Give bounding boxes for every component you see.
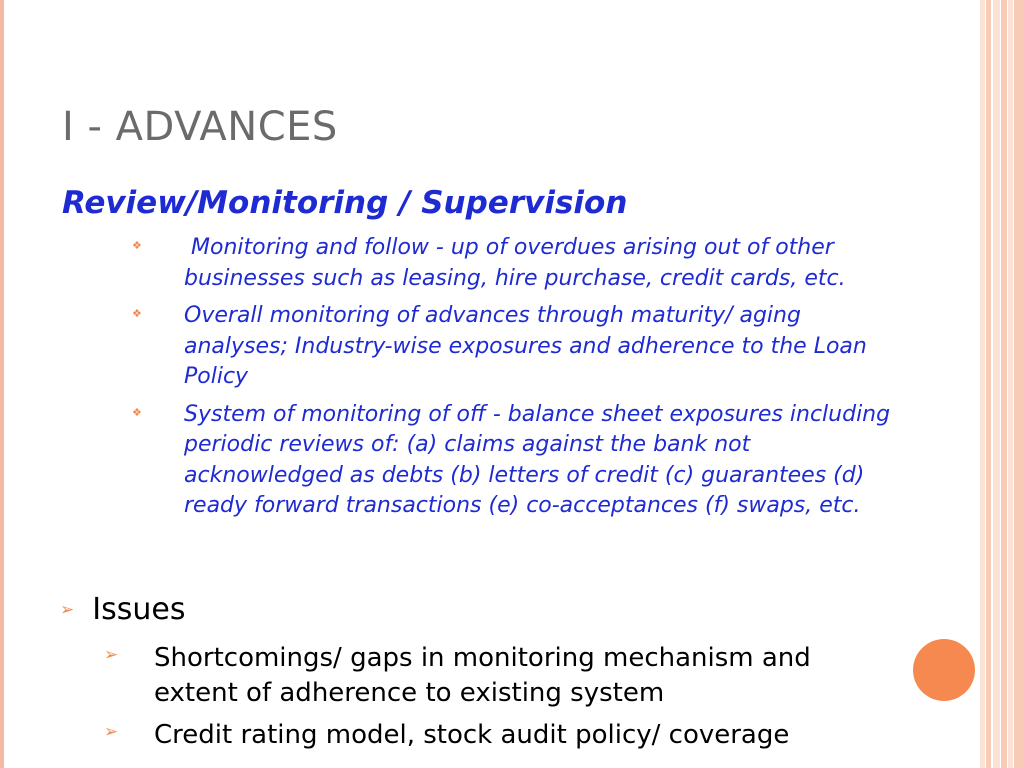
diamond-bullet-icon: ❖ [132, 405, 142, 419]
right-stripe-decoration [993, 0, 1000, 768]
slide-title: I - ADVANCES [62, 104, 338, 150]
list-item-text: Overall monitoring of advances through maturity/ aging analyses; Industry-wise exposures and adherence to the Loan Policy [184, 303, 867, 389]
right-stripe-decoration [980, 0, 985, 768]
list-item-text: Credit rating model, stock audit policy/ coverage [154, 720, 790, 750]
right-stripe-decoration [1001, 0, 1007, 768]
list-item [132, 400, 892, 522]
list-item-text: Monitoring and follow - up of overdues arising out of other businesses such as leasing, hire purchase, credit cards, etc. [184, 235, 846, 291]
issues-heading [60, 592, 185, 627]
orange-circle-decoration [913, 639, 975, 701]
section-subtitle: Review/Monitoring / Supervision [62, 185, 628, 221]
diamond-bullet-icon: ❖ [132, 307, 142, 320]
list-item-text: System of monitoring of off - balance sheet exposures including periodic reviews of: (a) claims against the bank not acknowledged as debts (b) letters of credit (c) guarantees (d) ready forward transactions (e) co-acceptances (f) swaps, etc. [184, 401, 891, 518]
list-item [132, 233, 892, 294]
left-border-decoration [0, 0, 4, 768]
arrow-bullet-icon: ➢ [104, 722, 119, 742]
list-item [132, 301, 892, 393]
arrow-bullet-icon: ➢ [60, 599, 75, 620]
issues-heading-text: Issues [92, 592, 186, 627]
diamond-bullet-icon: ❖ [132, 239, 142, 252]
right-stripe-decoration [1008, 0, 1013, 768]
arrow-bullet-icon: ➢ [104, 645, 119, 665]
list-item [104, 718, 864, 753]
right-stripe-decoration [1014, 0, 1024, 768]
monitoring-list [132, 233, 892, 529]
issues-list [104, 641, 864, 760]
list-item-text: Shortcomings/ gaps in monitoring mechanism and extent of adherence to existing system [154, 643, 811, 708]
list-item [104, 641, 864, 711]
right-stripe-decoration [986, 0, 991, 768]
